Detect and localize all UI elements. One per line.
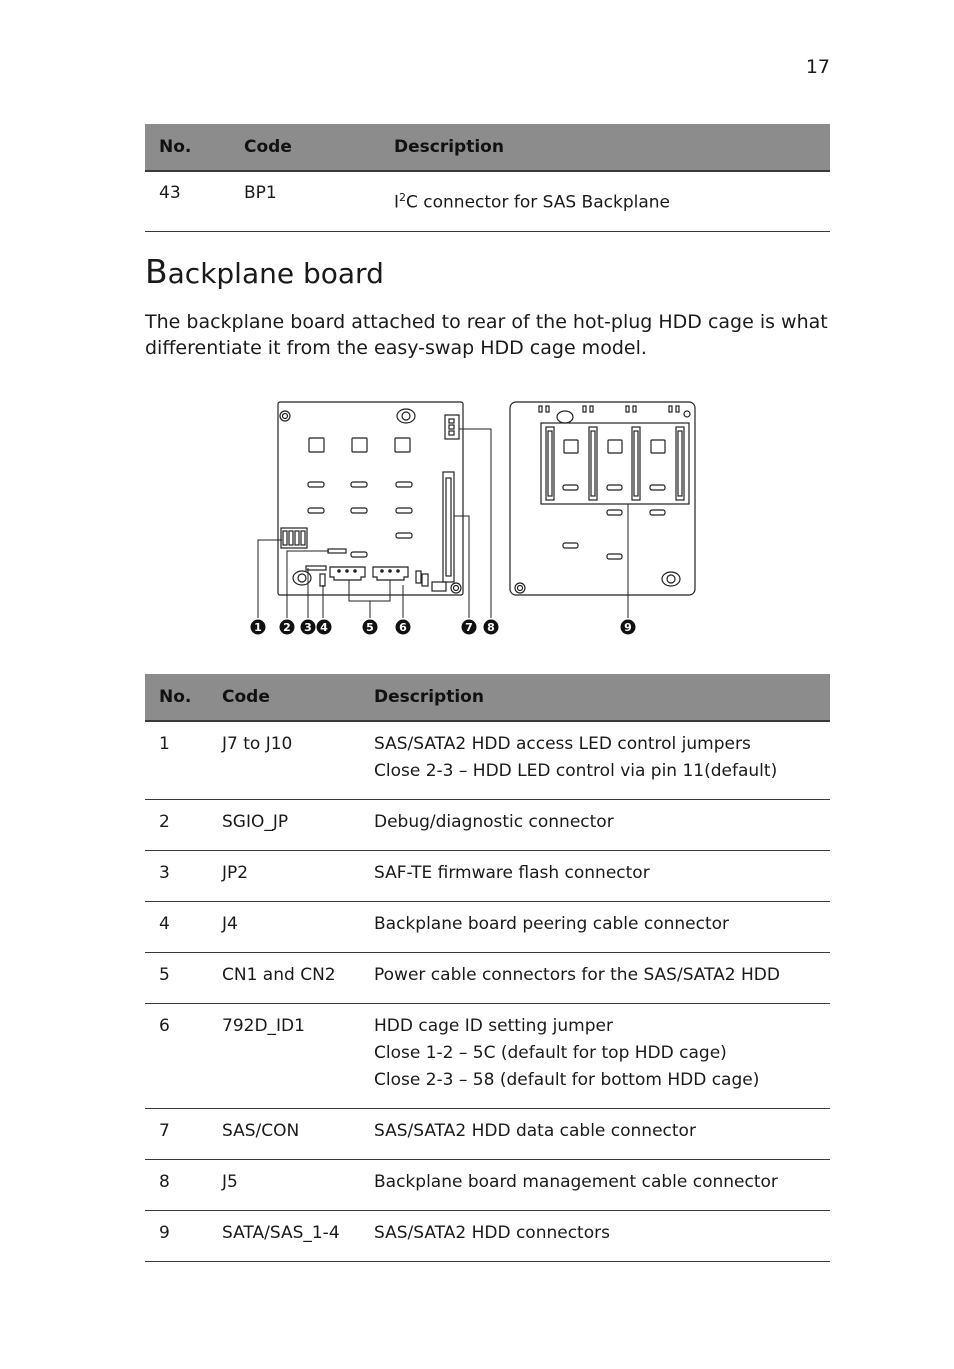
desc-prefix: I bbox=[394, 192, 400, 213]
backplane-diagram bbox=[240, 390, 710, 645]
description-line: SAF-TE firmware flash connector bbox=[374, 863, 650, 883]
backplane-component-table bbox=[145, 674, 830, 1262]
header-code: Code bbox=[230, 124, 380, 171]
table-row bbox=[145, 721, 830, 800]
cell-no: 8 bbox=[145, 1160, 208, 1211]
backplane-front-board bbox=[278, 402, 463, 595]
callout-markers bbox=[251, 620, 636, 635]
connector-table-continued bbox=[145, 124, 830, 232]
cell-code: J5 bbox=[208, 1160, 360, 1211]
cell-description bbox=[360, 902, 830, 953]
cell-description bbox=[360, 1004, 830, 1109]
callout-5-label: 5 bbox=[366, 621, 374, 634]
table-row bbox=[145, 1004, 830, 1109]
table-header-row bbox=[145, 674, 830, 721]
cell-no: 7 bbox=[145, 1109, 208, 1160]
desc-superscript: 2 bbox=[399, 191, 407, 204]
description-line: Close 2-3 – HDD LED control via pin 11(default) bbox=[374, 761, 778, 781]
table-row bbox=[145, 953, 830, 1004]
table-row bbox=[145, 851, 830, 902]
cell-no: 6 bbox=[145, 1004, 208, 1109]
table-row bbox=[145, 800, 830, 851]
cell-no: 43 bbox=[145, 171, 230, 231]
cell-no: 9 bbox=[145, 1211, 208, 1262]
table-row bbox=[145, 1211, 830, 1262]
table-row bbox=[145, 902, 830, 953]
description-line: Close 2-3 – 58 (default for bottom HDD cage) bbox=[374, 1070, 760, 1090]
description-line: SAS/SATA2 HDD data cable connector bbox=[374, 1121, 696, 1141]
cell-code: 792D_ID1 bbox=[208, 1004, 360, 1109]
intro-paragraph: The backplane board attached to rear of the hot-plug HDD cage is what differentiate it from the easy-swap HDD cage model. bbox=[145, 311, 828, 359]
header-description: Description bbox=[360, 674, 830, 721]
cell-description bbox=[360, 721, 830, 800]
description-line: Backplane board peering cable connector bbox=[374, 914, 730, 934]
callout-4-label: 4 bbox=[320, 621, 328, 634]
cell-code: BP1 bbox=[230, 171, 380, 231]
cell-description bbox=[360, 1160, 830, 1211]
header-code: Code bbox=[208, 674, 360, 721]
header-description: Description bbox=[380, 124, 830, 171]
callout-6-label: 6 bbox=[399, 621, 407, 634]
page-number: 17 bbox=[805, 56, 830, 78]
cell-description bbox=[360, 800, 830, 851]
description-line: Debug/diagnostic connector bbox=[374, 812, 614, 832]
header-no: No. bbox=[145, 124, 230, 171]
cell-description bbox=[360, 1211, 830, 1262]
cell-no: 4 bbox=[145, 902, 208, 953]
cell-no: 3 bbox=[145, 851, 208, 902]
cell-description bbox=[360, 851, 830, 902]
callout-7-label: 7 bbox=[465, 621, 473, 634]
table-header-row bbox=[145, 124, 830, 171]
table-row bbox=[145, 171, 830, 231]
callout-9-label: 9 bbox=[624, 621, 632, 634]
cell-code: SGIO_JP bbox=[208, 800, 360, 851]
callout-1-label: 1 bbox=[254, 621, 262, 634]
table-row bbox=[145, 1160, 830, 1211]
callout-3-label: 3 bbox=[304, 621, 312, 634]
cell-description bbox=[360, 1109, 830, 1160]
cell-code: J4 bbox=[208, 902, 360, 953]
cell-code: SAS/CON bbox=[208, 1109, 360, 1160]
section-heading bbox=[145, 252, 384, 291]
description-line: Close 1-2 – 5C (default for top HDD cage) bbox=[374, 1043, 727, 1063]
description-line: HDD cage ID setting jumper bbox=[374, 1016, 613, 1036]
cell-no: 2 bbox=[145, 800, 208, 851]
cell-code: JP2 bbox=[208, 851, 360, 902]
heading-initial: B bbox=[145, 252, 168, 291]
cell-description bbox=[360, 953, 830, 1004]
heading-rest: ackplane board bbox=[167, 257, 384, 290]
description-line: SAS/SATA2 HDD access LED control jumpers bbox=[374, 734, 751, 754]
cell-code: J7 to J10 bbox=[208, 721, 360, 800]
cell-code: SATA/SAS_1-4 bbox=[208, 1211, 360, 1262]
callout-8-label: 8 bbox=[487, 621, 495, 634]
header-no: No. bbox=[145, 674, 208, 721]
description-line: Backplane board management cable connector bbox=[374, 1172, 778, 1192]
cell-no: 5 bbox=[145, 953, 208, 1004]
cell-code: CN1 and CN2 bbox=[208, 953, 360, 1004]
desc-rest: C connector for SAS Backplane bbox=[406, 192, 670, 213]
backplane-rear-board bbox=[510, 402, 695, 595]
callout-2-label: 2 bbox=[283, 621, 291, 634]
cell-description bbox=[380, 171, 830, 231]
description-line: SAS/SATA2 HDD connectors bbox=[374, 1223, 610, 1243]
description-line: Power cable connectors for the SAS/SATA2 HDD bbox=[374, 965, 780, 985]
cell-no: 1 bbox=[145, 721, 208, 800]
table-row bbox=[145, 1109, 830, 1160]
